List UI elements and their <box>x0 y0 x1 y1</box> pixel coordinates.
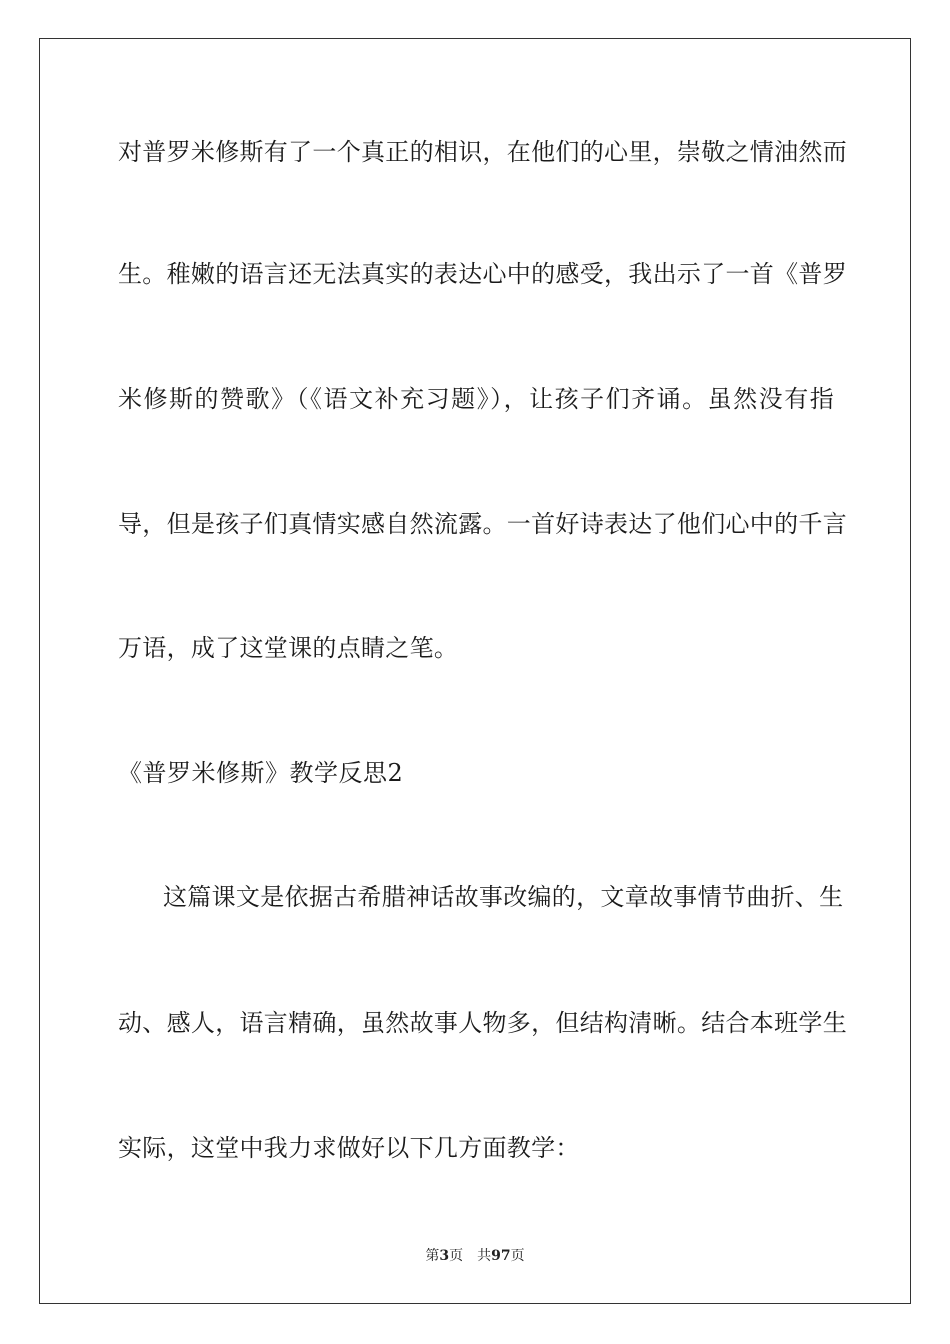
section-heading: 《普罗米修斯》教学反思2 <box>118 759 404 787</box>
body-line-2: 生。稚嫩的语言还无法真实的表达心中的感受，我出示了一首《普罗 <box>118 260 847 288</box>
footer-page-prefix: 第 <box>425 1248 440 1264</box>
body-line-5: 万语，成了这堂课的点睛之笔。 <box>118 634 459 662</box>
paragraph2-line-3: 实际，这堂中我力求做好以下几方面教学： <box>118 1134 580 1162</box>
paragraph2-line-2: 动、感人，语言精确，虽然故事人物多，但结构清晰。结合本班学生 <box>118 1009 847 1037</box>
body-line-4: 导，但是孩子们真情实感自然流露。一首好诗表达了他们心中的千言 <box>118 510 847 538</box>
body-line-1: 对普罗米修斯有了一个真正的相识，在他们的心里，崇敬之情油然而 <box>118 138 847 166</box>
page-border <box>39 38 911 1304</box>
footer-page-number: 3 <box>439 1248 450 1264</box>
page-footer <box>0 1246 950 1266</box>
paragraph2-line-1: 这篇课文是依据古希腊神话故事改编的，文章故事情节曲折、生 <box>163 883 844 911</box>
footer-page-suffix: 页 <box>449 1248 464 1264</box>
footer-total-pages: 97 <box>491 1248 511 1264</box>
body-line-3: 米修斯的赞歌》（《语文补充习题》），让孩子们齐诵。虽然没有指 <box>118 385 834 413</box>
footer-total-prefix: 共 <box>477 1248 492 1264</box>
footer-total-suffix: 页 <box>510 1248 525 1264</box>
